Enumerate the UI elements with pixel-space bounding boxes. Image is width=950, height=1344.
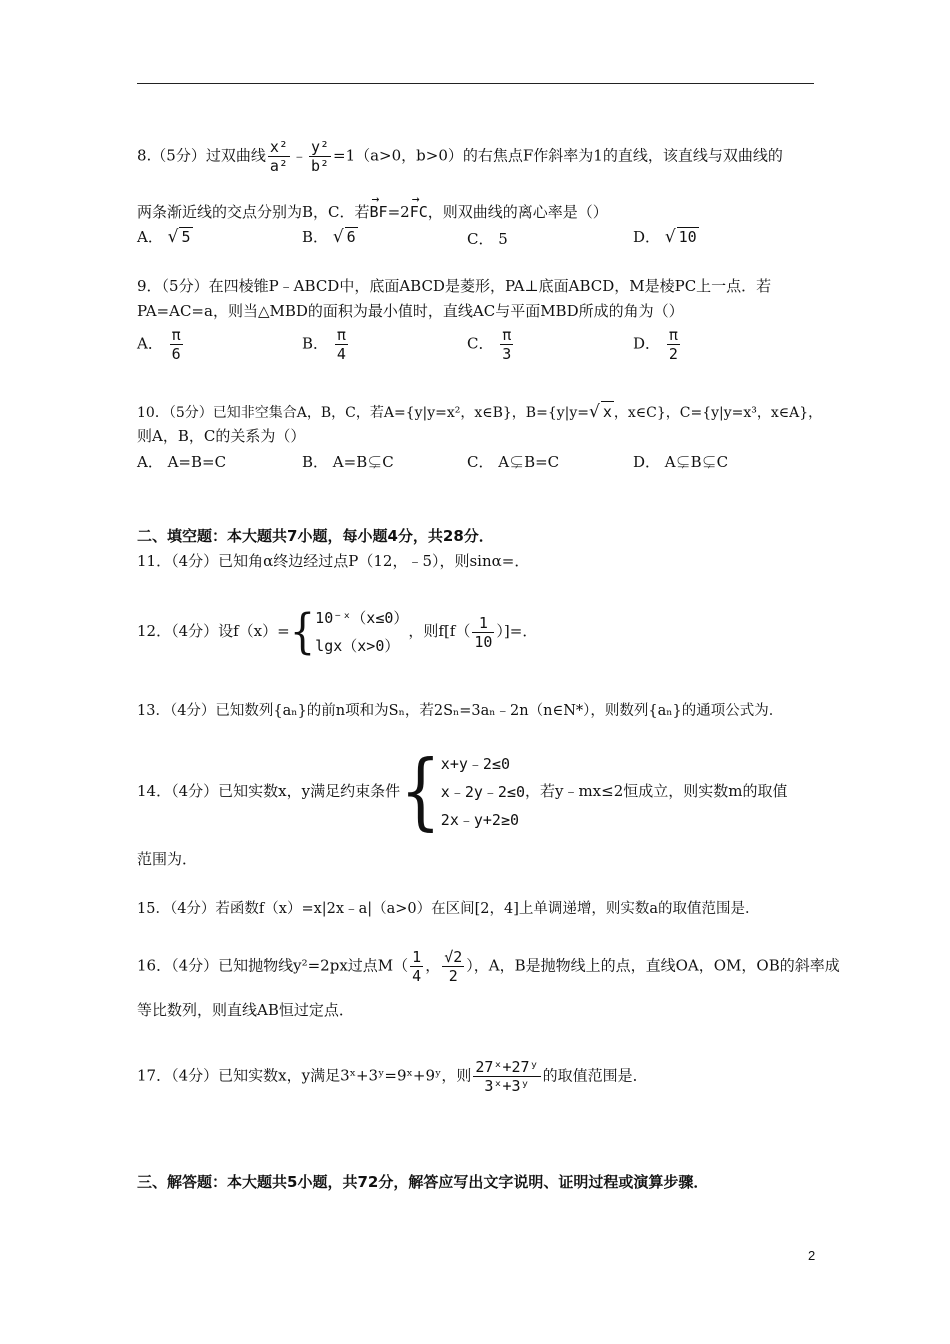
question-17 (137, 1058, 648, 1095)
q9-opt-a-label: A． (137, 334, 163, 353)
q9-option-d (633, 326, 682, 363)
q8-frac1-num: x² (269, 138, 288, 156)
sqrt-symbol: √ (664, 227, 676, 247)
pi-numerator: π (336, 326, 346, 344)
sqrt-symbol: √ (332, 227, 344, 247)
q16-frac2-num: √2 (444, 948, 463, 966)
question-14-line-2: 范围为． (137, 850, 198, 868)
q16-fraction-1 (410, 948, 423, 985)
question-11: 11．（4分）已知角α终边经过点P（12，﹣5），则sinα=． (137, 552, 530, 570)
q8-frac2-num: y² (310, 138, 329, 156)
q8-line2-a: 两条渐近线的交点分别为B，C．若 (137, 203, 370, 221)
q9-opt-c-den: 3 (502, 345, 512, 363)
q16-frac1-den: 4 (412, 967, 422, 985)
q12-case-2: lgx（x>0） (315, 637, 400, 655)
q8-eq: =2 (387, 203, 410, 221)
q16-frac1-num: 1 (412, 948, 422, 966)
q17-frac-num: 27ˣ+27ʸ (475, 1058, 539, 1076)
q8-minus: ﹣ (291, 146, 307, 165)
q9-opt-c-label: C． (467, 334, 494, 353)
q10-option-b: B． A=B⊊C (302, 453, 394, 471)
q8-prefix: 8.（5分）过双曲线 (137, 146, 266, 165)
q17-prefix: 17．（4分）已知实数x，y满足3ˣ+3ʸ=9ˣ+9ʸ，则 (137, 1066, 472, 1085)
q9-opt-a-den: 6 (171, 345, 181, 363)
q8-fraction-y2-b2 (309, 138, 331, 175)
q8-opt-a-label: A． (137, 228, 163, 246)
sqrt-symbol: √ (589, 402, 600, 422)
q12-frac-den: 10 (474, 632, 493, 651)
q12-frac-num: 1 (472, 614, 494, 633)
question-10-line-2: 则A，B，C的关系为（） (137, 427, 306, 445)
vector-bf: → BF (370, 202, 388, 222)
left-brace: { (289, 604, 316, 660)
q9-opt-b-den: 4 (336, 345, 346, 363)
question-9-line-1: 9．（5分）在四棱锥P﹣ABCD中，底面ABCD是菱形，PA⊥底面ABCD，M是棱PC上一点．若 (137, 277, 772, 295)
q16-frac2-den: 2 (448, 967, 458, 985)
q14-constraint-3: 2x﹣y+2≥0 (440, 811, 520, 829)
section-2-heading: 二、填空题：本大题共7小题，每小题4分，共28分． (137, 527, 494, 545)
q9-opt-b-label: B． (302, 334, 329, 353)
section-3-heading: 三、解答题：本大题共5小题，共72分，解答应写出文字说明、证明过程或演算步骤． (137, 1173, 709, 1191)
q9-option-c (467, 326, 515, 363)
q14-constraint-2: x﹣2y﹣2≤0 (440, 783, 525, 801)
q16-comma: ， (425, 956, 441, 975)
q12-piecewise (315, 604, 408, 660)
question-16-line-2: 等比数列，则直线AB恒过定点． (137, 1001, 354, 1019)
question-9-line-2: PA=AC=a，则当△MBD的面积为最小值时，直线AC与平面MBD所成的角为（） (137, 302, 684, 320)
q9-opt-c-fraction (500, 326, 513, 363)
q10-line1-b: ，x∈C}，C={y|y=x³，x∈A}， (613, 405, 823, 421)
q8-fraction-x2-a2 (268, 138, 290, 175)
q10-line1-a: 10．（5分）已知非空集合A，B，C，若A={y|y=x²，x∈B}，B={y|y= (137, 405, 589, 421)
q14-constraints (441, 750, 525, 834)
q12-prefix: 12．（4分）设f（x）= (137, 622, 290, 640)
q10-option-c: C． A⊊B=C (467, 453, 560, 471)
q8-opt-b-value: 6 (346, 228, 356, 246)
question-15: 15．（4分）若函数f（x）=x|2x﹣a|（a>0）在区间[2，4]上单调递增，则实数a的取值范围是． (137, 901, 760, 917)
question-8-line-1 (137, 138, 783, 175)
q9-option-a (137, 326, 185, 363)
question-14 (137, 743, 788, 841)
q8-opt-d-value: 10 (678, 228, 697, 246)
q9-opt-d-den: 2 (668, 345, 678, 363)
q16-prefix: 16．（4分）已知抛物线y²=2px过点M（ (137, 956, 409, 975)
pi-numerator: π (171, 326, 181, 344)
q8-opt-b-label: B． (302, 228, 329, 246)
question-10-line-1 (137, 401, 822, 423)
q14-prefix: 14．（4分）已知实数x，y满足约束条件 (137, 782, 401, 800)
q9-opt-b-fraction (335, 326, 348, 363)
q12-case-1: 10⁻ˣ（x≤0） (315, 609, 409, 627)
q14-constraint-1: x+y﹣2≤0 (440, 755, 510, 773)
question-16 (137, 948, 840, 985)
q8-frac2-den: b² (310, 157, 329, 175)
page-number: 2 (808, 1248, 816, 1263)
q10-option-d: D． A⊊B⊊C (633, 453, 729, 471)
q10-option-a: A． A=B=C (137, 453, 227, 471)
question-12 (137, 604, 537, 660)
q8-option-a (137, 226, 193, 247)
q17-suffix: 的取值范围是． (542, 1066, 648, 1085)
q8-line2-b: ，则双曲线的离心率是（） (427, 203, 608, 221)
sqrt-symbol: √ (167, 227, 179, 247)
q12-fraction (472, 614, 494, 651)
question-8-line-2 (137, 202, 608, 222)
vector-fc: → FC (410, 202, 428, 222)
q16-suffix: ），A，B是抛物线上的点，直线OA，OM，OB的斜率成 (466, 956, 840, 975)
pi-numerator: π (502, 326, 512, 344)
q12-suffix: ）]=． (496, 622, 538, 640)
q8-opt-d-label: D． (633, 228, 661, 246)
q17-fraction (473, 1058, 540, 1095)
q10-sqrt-x: x (602, 403, 612, 421)
q9-opt-d-label: D． (633, 334, 661, 353)
q8-option-d (633, 226, 699, 247)
question-13: 13．（4分）已知数列{aₙ}的前n项和为Sₙ，若2Sₙ=3aₙ﹣2n（n∈N*），则数列{aₙ}的通项公式为． (137, 703, 784, 719)
q9-opt-a-fraction (170, 326, 183, 363)
q8-frac1-den: a² (269, 157, 288, 175)
left-brace: { (400, 743, 441, 841)
q8-option-c: C． 5 (467, 230, 508, 248)
q8-opt-a-value: 5 (181, 228, 191, 246)
q16-fraction-2 (442, 948, 464, 985)
pi-numerator: π (668, 326, 678, 344)
header-rule (137, 83, 814, 84)
q12-mid: ，则f[f（ (408, 622, 471, 640)
q8-suffix: =1（a>0，b>0）的右焦点F作斜率为1的直线，该直线与双曲线的 (333, 146, 783, 165)
q9-option-b (302, 326, 350, 363)
q17-frac-den: 3ˣ+3ʸ (484, 1077, 530, 1095)
q8-option-b (302, 226, 358, 247)
q9-opt-d-fraction (667, 326, 680, 363)
q14-suffix: ，若y﹣mx≤2恒成立，则实数m的取值 (524, 782, 788, 800)
